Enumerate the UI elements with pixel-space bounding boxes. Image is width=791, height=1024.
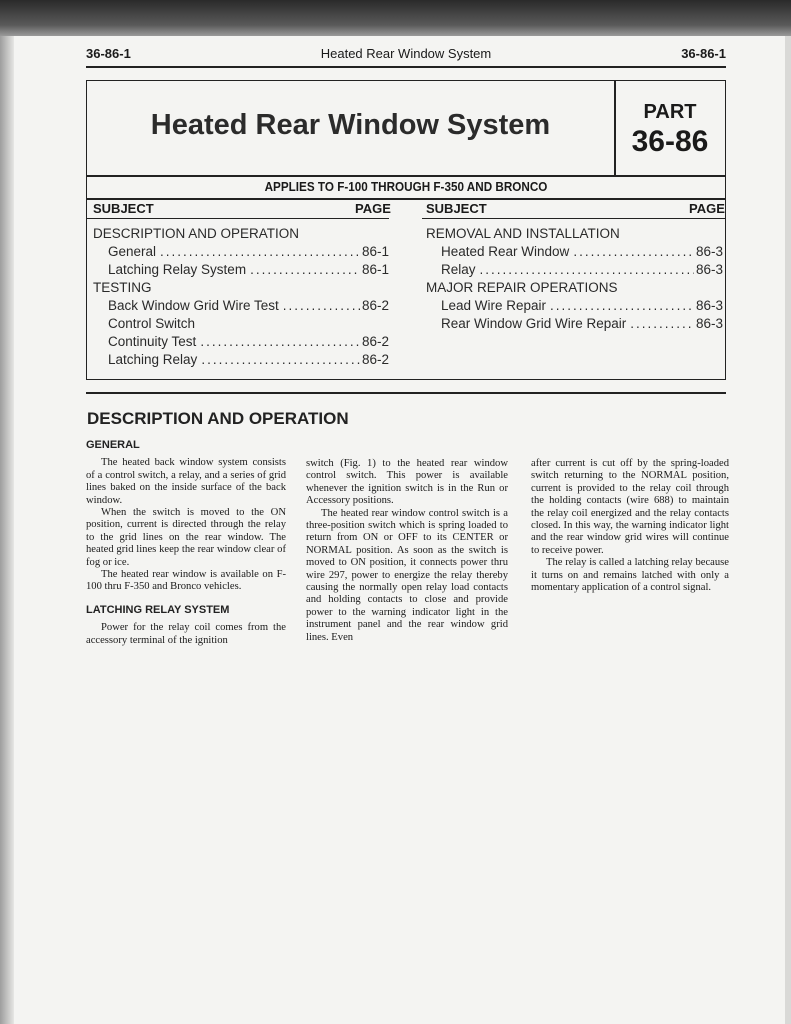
general-heading: GENERAL bbox=[86, 439, 140, 451]
toc-leader-dots bbox=[283, 297, 360, 315]
latching-text bbox=[86, 622, 286, 647]
part-number: 36-86 bbox=[631, 125, 709, 158]
toc-entry bbox=[93, 225, 389, 243]
toc-entry-page: 86-3 bbox=[695, 298, 723, 313]
toc-entry bbox=[93, 243, 389, 261]
toc-entry-title: Lead Wire Repair bbox=[441, 298, 547, 313]
paragraph: The relay is called a latching relay because it turns on and remains latched with only a momentary application of a control signal. bbox=[531, 557, 729, 594]
toc-entry bbox=[426, 315, 723, 333]
header-center: Heated Rear Window System bbox=[320, 46, 492, 61]
toc-entry-title: DESCRIPTION AND OPERATION bbox=[93, 226, 300, 241]
section-rule bbox=[86, 392, 726, 394]
page-title: Heated Rear Window System bbox=[150, 109, 551, 141]
toc-entry-page: 86-2 bbox=[361, 334, 389, 349]
running-header bbox=[86, 46, 726, 64]
scan-shadow-top bbox=[0, 0, 791, 36]
toc-entry-page: 86-2 bbox=[361, 298, 389, 313]
toc-rule bbox=[87, 198, 725, 200]
toc-subject-label-right: SUBJECT bbox=[426, 201, 487, 216]
toc-entry-title: Continuity Test bbox=[108, 334, 197, 349]
toc-entry-title: Latching Relay bbox=[108, 352, 198, 367]
applies-to: APPLIES TO F-100 THROUGH F-350 AND BRONCO bbox=[264, 179, 548, 194]
toc-page-label-left: PAGE bbox=[355, 201, 391, 216]
table-of-contents bbox=[86, 176, 726, 380]
paragraph: When the switch is moved to the ON position, current is directed through the relay to the grid lines on the rear window. The heated grid lines keep the rear window clear of fog or ice. bbox=[86, 507, 286, 568]
toc-entry bbox=[426, 261, 723, 279]
paragraph: The heated back window system consists of a control switch, a relay, and a series of grid lines baked on the inside surface of the back window. bbox=[86, 457, 286, 506]
header-rule bbox=[86, 66, 726, 68]
toc-entry bbox=[93, 279, 389, 297]
toc-page-label-right: PAGE bbox=[689, 201, 725, 216]
toc-column-right bbox=[426, 225, 723, 333]
latching-heading: LATCHING RELAY SYSTEM bbox=[86, 603, 230, 616]
toc-head-rule-left bbox=[87, 218, 389, 219]
text-column-3 bbox=[531, 458, 729, 594]
toc-entry-page: 86-3 bbox=[695, 316, 723, 331]
section-title: DESCRIPTION AND OPERATION bbox=[87, 409, 349, 428]
toc-entry bbox=[426, 243, 723, 261]
toc-leader-dots bbox=[573, 243, 694, 261]
toc-entry bbox=[426, 225, 723, 243]
header-right: 36-86-1 bbox=[681, 46, 726, 61]
toc-entry-title: Control Switch bbox=[108, 316, 196, 331]
scan-shadow-left bbox=[0, 36, 14, 1024]
text-column-2 bbox=[306, 458, 508, 644]
toc-entry bbox=[93, 261, 389, 279]
paragraph: The heated rear window is available on F-100 thru F-350 and Bronco vehicles. bbox=[86, 569, 286, 593]
toc-entry-title: TESTING bbox=[93, 280, 152, 295]
paragraph: switch (Fig. 1) to the heated rear window control switch. This power is available whenever the ignition switch is in the Run or Accessory positions. bbox=[306, 458, 508, 507]
toc-entry-page: 86-3 bbox=[695, 262, 723, 277]
toc-entry bbox=[93, 315, 389, 333]
toc-entry-page: 86-3 bbox=[695, 244, 723, 259]
toc-entry-page: 86-1 bbox=[361, 262, 389, 277]
scan-shadow-right bbox=[785, 36, 791, 1024]
toc-entry-title: Heated Rear Window bbox=[441, 244, 570, 259]
paragraph: Power for the relay coil comes from the accessory terminal of the ignition bbox=[86, 622, 286, 646]
toc-column-left bbox=[93, 225, 389, 369]
general-text bbox=[86, 457, 286, 593]
toc-leader-dots bbox=[160, 243, 360, 261]
toc-leader-dots bbox=[550, 297, 694, 315]
paragraph: The heated rear window control switch is a three-position switch which is spring loaded to return from ON or OFF to its CENTER or NORMAL position. As soon as the switch is moved to ON position, it connects power thru wire 297, power to energize the relay thereby causing the normally open relay load contacts and holding contacts to close and provide power to the warning indicator light in the instrument panel and the rear window grid lines. Even bbox=[306, 507, 508, 643]
toc-leader-dots bbox=[630, 315, 694, 333]
toc-entry-title: General bbox=[108, 244, 157, 259]
toc-head-rule-right bbox=[422, 218, 725, 219]
toc-entry-title: Relay bbox=[441, 262, 476, 277]
toc-entry bbox=[93, 333, 389, 351]
title-box bbox=[86, 80, 726, 176]
toc-entry-title: REMOVAL AND INSTALLATION bbox=[426, 226, 620, 241]
toc-leader-dots bbox=[200, 333, 360, 351]
toc-entry bbox=[93, 297, 389, 315]
toc-entry bbox=[93, 351, 389, 369]
toc-leader-dots bbox=[201, 351, 360, 369]
text-column-1 bbox=[86, 439, 286, 647]
toc-entry-title: Latching Relay System bbox=[108, 262, 247, 277]
toc-entry bbox=[426, 279, 723, 297]
part-label: PART bbox=[643, 101, 697, 123]
toc-leader-dots bbox=[480, 261, 694, 279]
toc-subject-label-left: SUBJECT bbox=[93, 201, 154, 216]
toc-entry-title: Back Window Grid Wire Test bbox=[108, 298, 279, 313]
toc-entry-title: Rear Window Grid Wire Repair bbox=[441, 316, 627, 331]
toc-entry-title: MAJOR REPAIR OPERATIONS bbox=[426, 280, 618, 295]
toc-entry-page: 86-2 bbox=[361, 352, 389, 367]
toc-entry-page: 86-1 bbox=[361, 244, 389, 259]
paragraph: after current is cut off by the spring-loaded switch returning to the NORMAL position, current is provided to the relay coil through the holding contacts (wire 688) to maintain the relay coil energized and the relay contacts closed. In this way, the warning indicator light and the rear window grid wires will continue to receive power. bbox=[531, 458, 729, 556]
toc-entry bbox=[426, 297, 723, 315]
toc-leader-dots bbox=[250, 261, 360, 279]
header-left: 36-86-1 bbox=[86, 46, 131, 61]
